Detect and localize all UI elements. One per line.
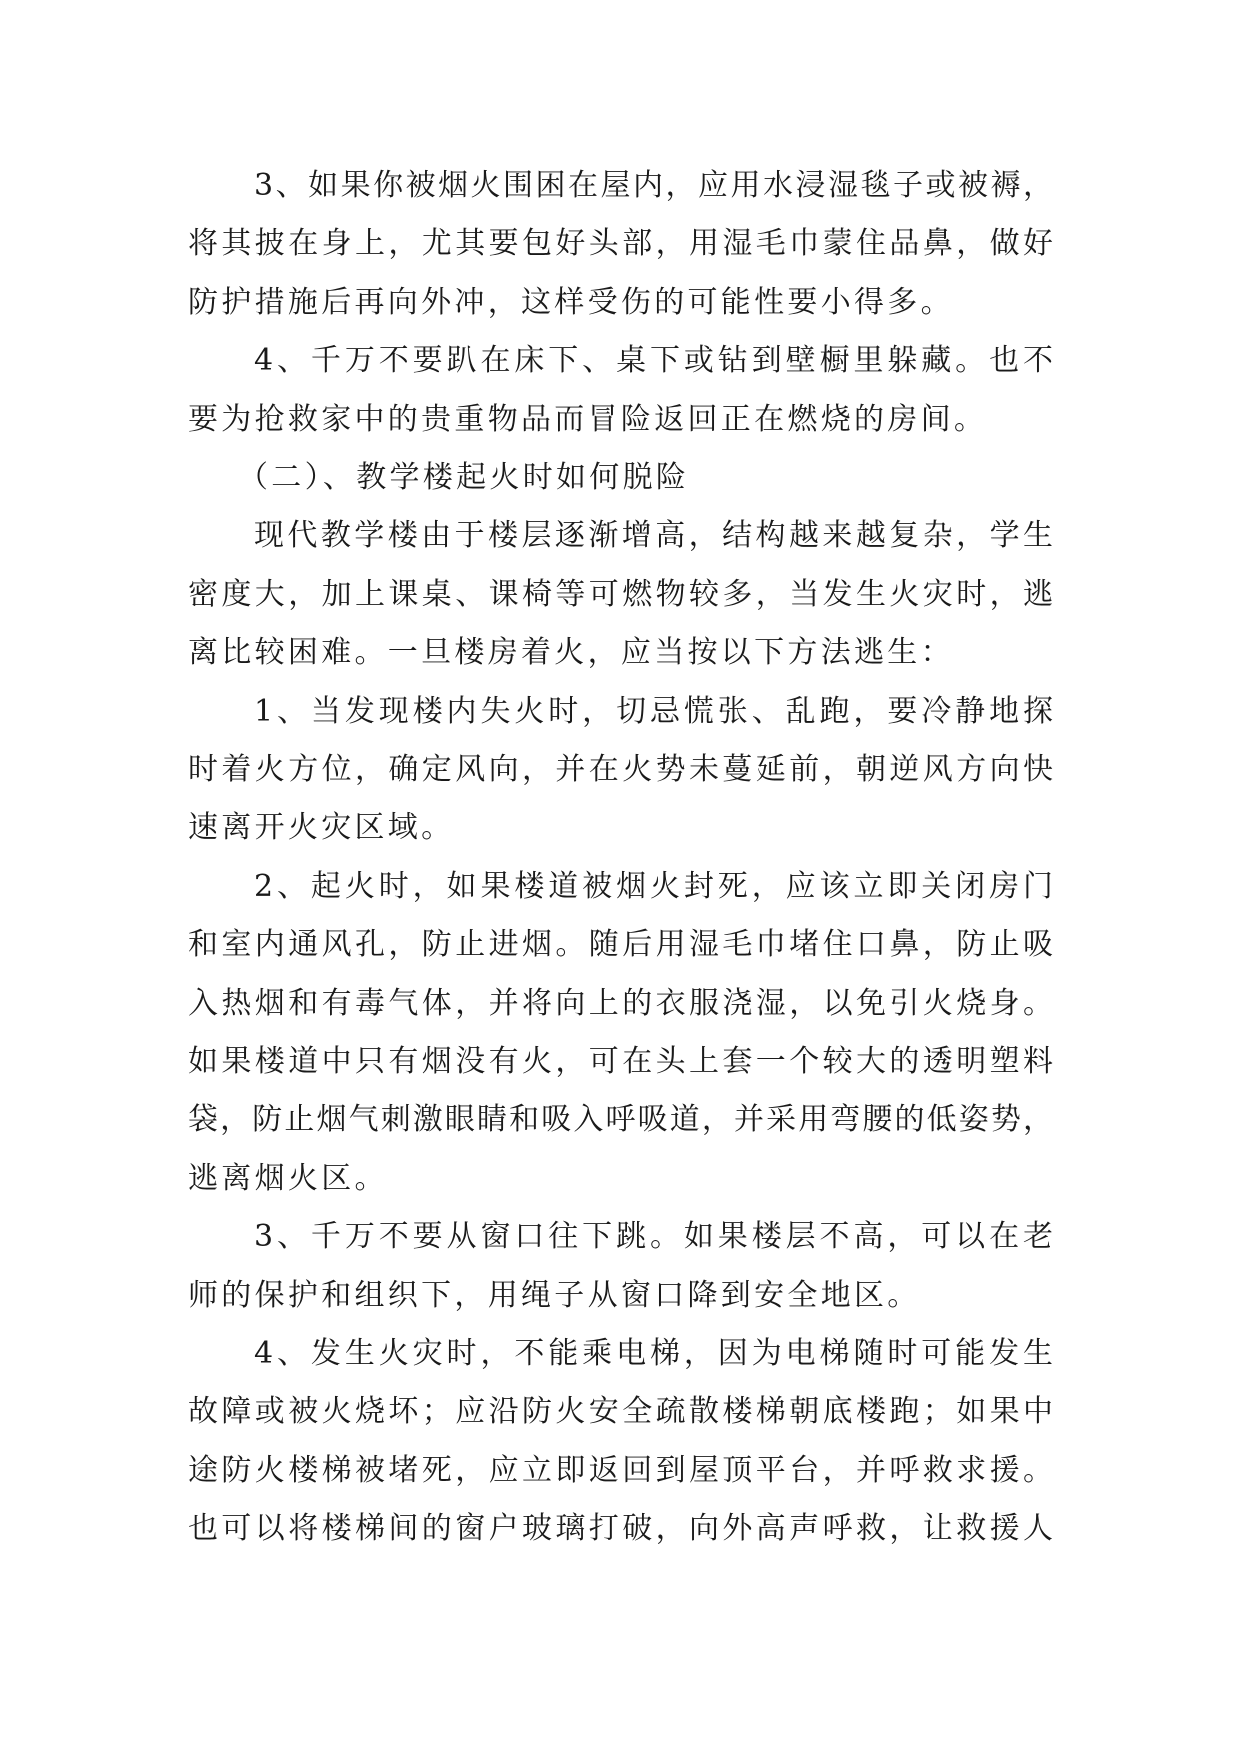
text-line: 现代教学楼由于楼层逐渐增高，结构越来越复杂，学生	[254, 518, 1054, 553]
text-line: 1、当发现楼内失火时，切忌慌张、乱跑，要冷静地探	[254, 694, 1054, 729]
text-line: 故障或被火烧坏；应沿防火安全疏散楼梯朝底楼跑；如果中	[188, 1394, 1054, 1429]
text-line: 将其披在身上，尤其要包好头部，用湿毛巾蒙住品鼻，做好	[188, 226, 1054, 261]
text-line: 防护措施后再向外冲，这样受伤的可能性要小得多。	[188, 285, 954, 320]
text-line: 也可以将楼梯间的窗户玻璃打破，向外高声呼救，让救援人	[188, 1511, 1054, 1546]
text-line: 离比较困难。一旦楼房着火，应当按以下方法逃生：	[188, 635, 954, 670]
section-heading-text: （二）、教学楼起火时如何脱险	[238, 460, 690, 495]
text-line: 师的保护和组织下，用绳子从窗口降到安全地区。	[188, 1278, 921, 1313]
text-line: 途防火楼梯被堵死，应立即返回到屋顶平台，并呼救求援。	[188, 1453, 1054, 1488]
text-line: 4、千万不要趴在床下、桌下或钻到壁橱里躲藏。也不	[254, 343, 1054, 378]
text-line: 和室内通风孔，防止进烟。随后用湿毛巾堵住口鼻，防止吸	[188, 927, 1054, 962]
text-line: 时着火方位，确定风向，并在火势未蔓延前，朝逆风方向快	[188, 752, 1054, 787]
text-line: 4、发生火灾时，不能乘电梯，因为电梯随时可能发生	[254, 1336, 1054, 1371]
text-line: 入热烟和有毒气体，并将向上的衣服浇湿，以免引火烧身。	[188, 986, 1054, 1021]
text-line: 逃离烟火区。	[188, 1161, 388, 1196]
text-line: 3、如果你被烟火围困在屋内，应用水浸湿毯子或被褥，	[254, 168, 1054, 203]
text-line: 速离开火灾区域。	[188, 810, 455, 845]
text-line: 如果楼道中只有烟没有火，可在头上套一个较大的透明塑料	[188, 1044, 1054, 1079]
text-line: 密度大，加上课桌、课椅等可燃物较多，当发生火灾时，逃	[188, 577, 1054, 612]
text-line: 袋，防止烟气刺激眼睛和吸入呼吸道，并采用弯腰的低姿势，	[188, 1102, 1054, 1137]
text-line: 2、起火时，如果楼道被烟火封死，应该立即关闭房门	[254, 869, 1054, 904]
text-line: 要为抢救家中的贵重物品而冒险返回正在燃烧的房间。	[188, 402, 988, 437]
text-line: 3、千万不要从窗口往下跳。如果楼层不高，可以在老	[254, 1219, 1054, 1254]
